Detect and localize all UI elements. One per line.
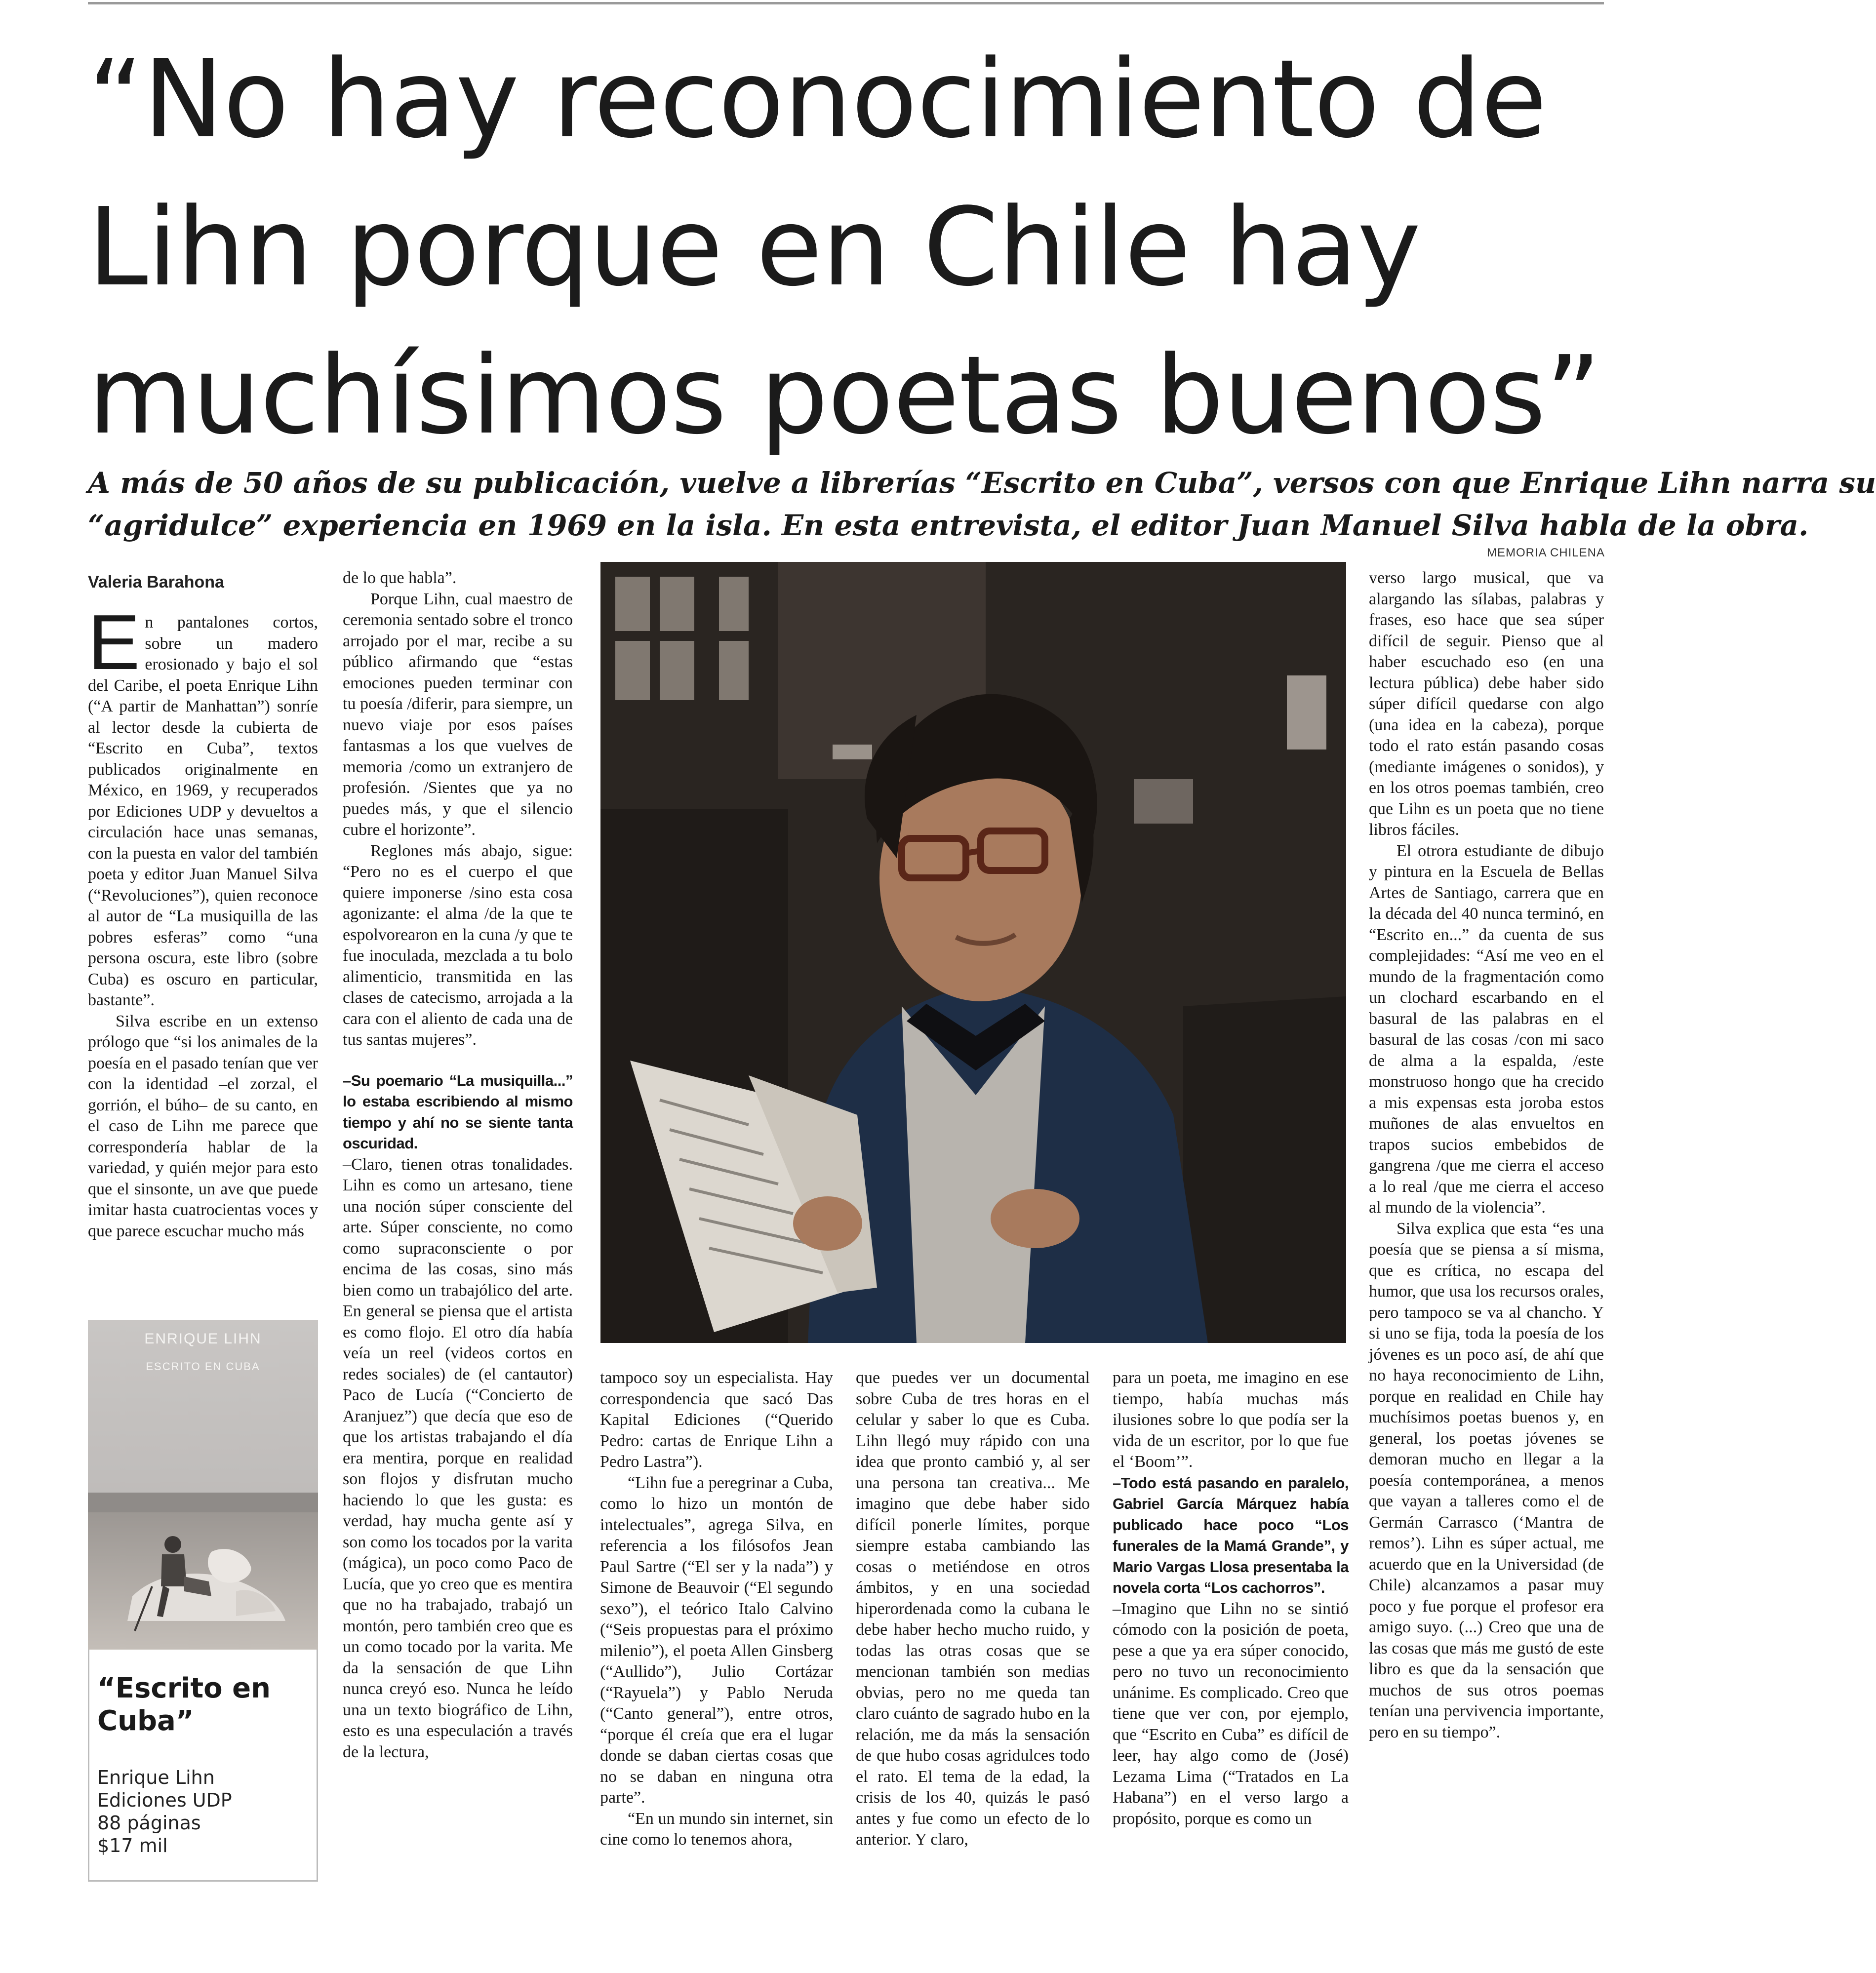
article-paragraph: “En un mundo sin internet, sin cine como lo tenemos ahora, (600, 1809, 833, 1849)
book-info-author: Enrique Lihn (97, 1767, 215, 1788)
headline-line-1: “No hay reconocimiento de (88, 37, 1547, 162)
article-column-6 (1369, 568, 1604, 1896)
byline: Valeria Barahona (88, 573, 224, 592)
book-info-pages: 88 páginas (97, 1812, 201, 1834)
photo-credit: MEMORIA CHILENA (1486, 546, 1605, 559)
article-paragraph: –Imagino que Lihn no se sintió cómodo con la posición de poeta, pese a que ya era súper conocido, pero no tuvo un reconocimiento unánime. Es complicado. Creo que tiene que ver con, por ejemplo, que “Escrito en Cuba” es difícil de leer, hay algo como de (José) Lezama Lima (“Tratados en La Habana”) en el verso largo a propósito, porque es como un (1113, 1599, 1349, 1828)
interview-question: –Todo está pasando en paralelo, Gabriel García Márquez había publicado hace poco “Los funerales de la Mamá Grande”, y Mario Vargas Llosa presentaba la novela corta “Los cachorros”. (1113, 1474, 1349, 1596)
headline (88, 26, 1619, 470)
article-paragraph: Reglones más abajo, sigue: “Pero no es el cuerpo el que quiere imponerse /sino esta cosa agonizante: el alma /de la que te espolvorearon en la cuna /y que te fue inoculada, mezclada a tu bolo alimenticio, transmitida en las clases de catecismo, arrojada a la cara con el aliento de cada una de tus santas mujeres”. (343, 841, 573, 1049)
book-cover (88, 1320, 318, 1650)
book-info-title: “Escrito en Cuba” (97, 1672, 271, 1737)
article-paragraph (88, 599, 318, 1011)
headline-line-3: muchísimos poetas buenos” (88, 333, 1601, 458)
article-paragraph: El otrora estudiante de dibujo y pintura en la Escuela de Bellas Artes de Santiago, carrera que en la década del 40 nunca terminó, en “Escrito en...” da cuenta de sus complejidades: “Así me veo en el mundo de la fragmentación como un clochard escarbando en el basural de las palabras en el basural de las cosas /con mi saco de alma a la espalda, /este monstruoso hongo que ha crecido a mis expensas esta joroba estos muñones de alas envueltos en trapos sucios embebidos de gangrena /que me cierra el acceso a lo real /que me cierra el acceso al mundo de la violencia”. (1369, 841, 1604, 1217)
article-column-1 (88, 599, 318, 1303)
article-paragraph: para un poeta, me imagino en ese tiempo, había muchas más ilusiones sobre lo que podía ser la vida de un escritor, por lo que fue el ‘Boom’”. (1113, 1369, 1349, 1471)
article-column-4 (856, 1368, 1090, 1896)
article-text: n pantalones cortos, sobre un madero erosionado y bajo el sol del Caribe, el poeta Enrique Lihn (“A partir de Manhattan”) sonríe al lector desde la cubierta de “Escrito en Cuba”, textos publicados originalmente en México, en 1969, y recuperados por Ediciones UDP y devueltos a circulación hace unas semanas, con la puesta en valor del también poeta y editor Juan Manuel Silva (“Revoluciones”), quien reconoce al autor de “La musiquilla de las pobres esferas” como “una persona oscura, este libro (sobre Cuba) es oscuro en particular, bastante”. (88, 613, 318, 1009)
article-column-2 (343, 568, 573, 1891)
cover-author: ENRIQUE LIHN (144, 1331, 262, 1347)
article-paragraph: Silva escribe en un extenso prólogo que “si los animales de la poesía en el pasado tenían que ver con la identidad –el zorzal, el gorrión, el búho– de su canto, en el caso de Lihn me parece que correspondería hablar de la variedad, y quién mejor para esto que el sinsonte, un ave que puede imitar hasta cuatrocientas voces y que parece escuchar mucho más (88, 1012, 318, 1240)
article-paragraph: de lo que habla”. (343, 569, 457, 587)
article-paragraph: Porque Lihn, cual maestro de ceremonia sentado sobre el tronco arrojado por el mar, recibe a su público afirmando que “estas emociones pueden terminar con tu poesía /diferir, para siempre, un nuevo viaje por esos países fantasmas a los que vuelves de memoria /como un extranjero de profesión. /Sientes que ya no puedes más, y que el silencio cubre el horizonte”. (343, 590, 573, 839)
book-info-box (88, 1650, 318, 1882)
interview-question: –Su poemario “La musiquilla...” lo estaba escribiendo al mismo tiempo y ahí no se siente tanta oscuridad. (343, 1071, 573, 1152)
deck-line-2: “agridulce” experiencia en 1969 en la isla. En esta entrevista, el editor Juan Manuel Silva habla de la obra. (88, 509, 1809, 542)
headline-line-2: Lihn porque en Chile hay (88, 185, 1421, 310)
photo-illustration (600, 562, 1346, 1343)
article-paragraph: Silva explica que esta “es una poesía que se piensa a sí misma, que es crítica, no escapa del humor, que usa los recursos orales, pero tampoco se va al chancho. Y si uno se fija, toda la poesía de los jóvenes es un poco así, de ahí que no haya reconocimiento de Lihn, porque en realidad en Chile hay muchísimos poetas buenos y, en general, los poetas jóvenes se demoran mucho en llegar a la poesía contemporánea, a menos que vayan a talleres como el de Germán Carrasco (‘Mantra de remos’). Lihn es súper actual, me acuerdo que en la Universidad (de Chile) alcanzamos a pasar muy poco y fue porque el profesor era amigo suyo. (...) Creo que una de las cosas que más me gustó de este libro es que da la sensación que muchos de sus otros poemas tenían una pervivencia importante, pero en su tiempo”. (1369, 1219, 1604, 1741)
drop-cap: E (88, 599, 140, 686)
article-paragraph: que puedes ver un documental sobre Cuba de tres horas en el celular y saber lo que es Cuba. Lihn llegó muy rápido con una idea que pronto cambió y, al ser una persona tan creativa... Me imagino que debe haber sido difícil ponerle límites, porque siempre estaba cambiando las cosas o metiéndose en otros ámbitos, y en una sociedad hiperordenada como la cubana le debe haber hecho mucho ruido, y todas las otras cosas que se mencionan también son medias obvias, pero no me queda tan claro cuánto de sagrado hubo en la relación, me da más la sensación de que hubo cosas agridulces todo el rato. El tema de la edad, la crisis de los 40, quizás le pasó antes y fue como un efecto de lo anterior. Y claro, (856, 1369, 1090, 1849)
book-info-price: $17 mil (97, 1835, 168, 1856)
deck-line-1: A más de 50 años de su publicación, vuelve a librerías “Escrito en Cuba”, versos con que Enrique Lihn narra su (88, 466, 1876, 500)
book-info-publisher: Ediciones UDP (97, 1789, 232, 1811)
article-paragraph: verso largo musical, que va alargando las sílabas, palabras y frases, eso hace que sea súper difícil de seguir. Pienso que al haber escuchado eso (en una lectura pública) debe haber sido súper difícil quedarse con algo (una idea en la cabeza), porque todo el rato están pasando cosas (mediante imágenes o sonidos), y en los otros poemas también, creo que Lihn es un poeta que no tiene libros fáciles. (1369, 569, 1604, 839)
article-paragraph: –Claro, tienen otras tonalidades. Lihn es como un artesano, tiene una noción súper consciente del arte. Súper consciente, no como como supraconsciente o por encima de las cosas, sino más bien como un trabajólico del arte. En general se piensa que el artista es como flojo. El otro día había veía un reel (videos cortos en redes sociales) de (el cantautor) Paco de Lucía (“Concierto de Aranjuez”) que decía que eso de que los artistas trabajando el día era mentira, porque en realidad son flojos y disfrutan mucho haciendo lo que les gusta: es verdad, hay mucha gente así y son como los tocados por la varita (mágica), un poco como Paco de Lucía, que yo creo que es mentira que no ha trabajado, trabajó un montón, pero también creo que es un como tocado por la varita. Me da la sensación de que Lihn nunca creyó eso. Nunca he leído una un texto biográfico de Lihn, esto es una especulación a través de la lectura, (343, 1155, 573, 1761)
lihn-photo (600, 562, 1346, 1343)
cover-title: ESCRITO EN CUBA (146, 1360, 260, 1373)
deck (88, 462, 1876, 547)
top-rule (88, 2, 1604, 4)
article-column-3 (600, 1368, 833, 1896)
article-column-5 (1113, 1368, 1349, 1896)
article-paragraph: tampoco soy un especialista. Hay correspondencia que sacó Das Kapital Ediciones (“Querido Pedro: cartas de Enrique Lihn a Pedro Lastra”). (600, 1369, 833, 1471)
article-paragraph: “Lihn fue a peregrinar a Cuba, como lo hizo un montón de intelectuales”, agrega Silva, en referencia a los filósofos Jean Paul Sartre (“El ser y la nada”) y Simone de Beauvoir (“El segundo sexo”), el teórico Italo Calvino (“Seis propuestas para el próximo milenio”), el poeta Allen Ginsberg (“Aullido”), Julio Cortázar (“Rayuela”) y Pablo Neruda (“Canto general”), entre otros, “porque él creía que era el lugar donde se daban ciertas cosas que no se daban en ninguna otra parte”. (600, 1473, 833, 1807)
